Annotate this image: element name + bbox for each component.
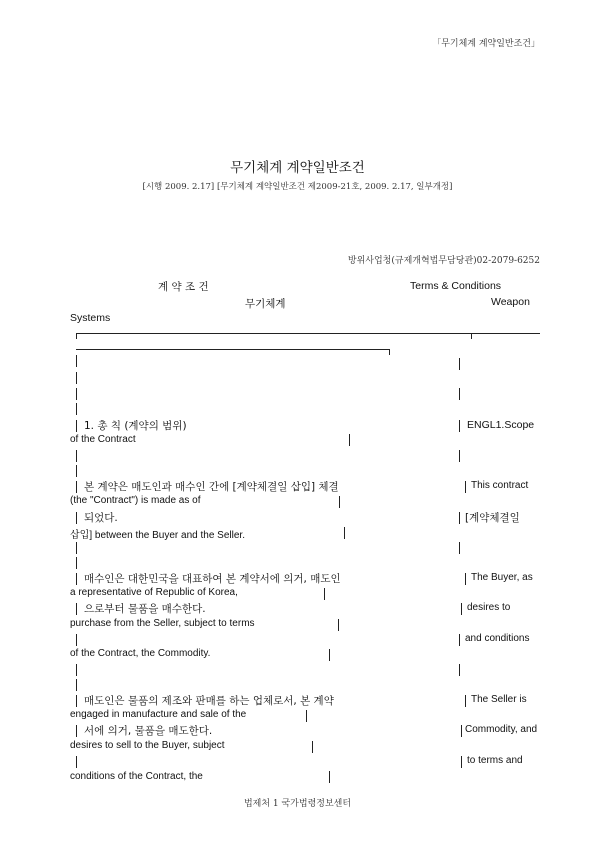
paragraph-en-line: 삽입] between the Buyer and the Seller. bbox=[70, 530, 245, 541]
column-border-marker bbox=[465, 695, 466, 707]
section-heading-en: ENGL1.Scope bbox=[467, 419, 535, 431]
column-border-marker bbox=[461, 756, 462, 768]
paragraph-en-line: and conditions bbox=[465, 633, 530, 644]
column-border-marker bbox=[76, 695, 77, 707]
column-border-marker bbox=[324, 588, 325, 600]
paragraph-en-line: to terms and bbox=[467, 755, 523, 766]
paragraph-en-line: of the Contract, the Commodity. bbox=[70, 648, 211, 659]
column-border-marker bbox=[76, 573, 77, 585]
paragraph-en-line: The Seller is bbox=[471, 694, 527, 705]
paragraph-en-line: (the "Contract") is made as of bbox=[70, 495, 201, 506]
paragraph-ko-line: 본 계약은 매도인과 매수인 간에 [계약체결일 삽입] 체결 bbox=[84, 481, 339, 493]
paragraph-ko-line: 되었다. bbox=[84, 512, 118, 524]
document-subtitle: [시행 2009. 2.17] [무기체계 계약일반조건 제2009-21호, 2009. 2.17, 일부개정] bbox=[142, 182, 453, 192]
column-border-marker bbox=[76, 465, 77, 477]
ko-column-title: 계 약 조 건 bbox=[158, 281, 209, 293]
paragraph-en-line: [계약체결일 bbox=[465, 512, 520, 524]
paragraph-en-line: desires to bbox=[467, 602, 511, 613]
column-border-marker bbox=[338, 619, 339, 631]
paragraph-ko-line: 으로부터 물품을 매수한다. bbox=[84, 603, 206, 615]
paragraph-en-line: Commodity, and bbox=[465, 724, 538, 735]
column-border-marker bbox=[76, 420, 77, 432]
page-footer: 법제처 1 국가법령정보센터 bbox=[243, 799, 352, 809]
en-column-title: Terms & Conditions bbox=[410, 280, 502, 292]
table-inner-rule bbox=[76, 349, 390, 350]
paragraph-ko-line: 서에 의거, 물품을 매도한다. bbox=[84, 725, 213, 737]
paragraph-en-line: The Buyer, as bbox=[471, 572, 533, 583]
paragraph-ko-line: 매도인은 물품의 제조와 판매를 하는 업체로서, 본 계약 bbox=[84, 695, 334, 707]
column-border-marker bbox=[76, 372, 77, 384]
column-border-marker bbox=[459, 358, 460, 370]
paragraph-en-line: This contract bbox=[471, 480, 529, 491]
table-inner-corner bbox=[389, 349, 390, 355]
column-border-marker bbox=[76, 603, 77, 615]
column-border-marker bbox=[459, 664, 460, 676]
table-corner-mid bbox=[471, 333, 472, 339]
column-border-marker bbox=[76, 664, 77, 676]
column-border-marker bbox=[76, 679, 77, 691]
en-column-subtitle-continued: Systems bbox=[70, 312, 111, 324]
column-border-marker bbox=[312, 741, 313, 753]
column-border-marker bbox=[459, 542, 460, 554]
paragraph-ko-line: 매수인은 대한민국을 대표하여 본 계약서에 의거, 매도인 bbox=[84, 573, 341, 585]
column-border-marker bbox=[459, 634, 460, 646]
column-border-marker bbox=[76, 557, 77, 569]
document-running-header: 「무기체계 계약일반조건」 bbox=[432, 39, 540, 49]
en-column-subtitle: Weapon bbox=[491, 296, 530, 308]
column-border-marker bbox=[465, 481, 466, 493]
column-border-marker bbox=[76, 542, 77, 554]
column-border-marker bbox=[76, 756, 77, 768]
column-border-marker bbox=[344, 527, 345, 539]
document-title: 무기체계 계약일반조건 bbox=[230, 160, 365, 176]
column-border-marker bbox=[76, 450, 77, 462]
column-border-marker bbox=[76, 355, 77, 367]
column-border-marker bbox=[349, 434, 350, 446]
column-border-marker bbox=[459, 388, 460, 400]
ko-column-subtitle: 무기체계 bbox=[245, 298, 286, 310]
paragraph-en-line: engaged in manufacture and sale of the bbox=[70, 709, 247, 720]
table-corner-left bbox=[76, 333, 77, 339]
column-border-marker bbox=[76, 481, 77, 493]
section-heading-en-continued: of the Contract bbox=[70, 434, 136, 445]
column-border-marker bbox=[459, 450, 460, 462]
paragraph-en-line: a representative of Republic of Korea, bbox=[70, 587, 238, 598]
paragraph-en-line: purchase from the Seller, subject to terms bbox=[70, 618, 255, 629]
column-border-marker bbox=[329, 771, 330, 783]
column-border-marker bbox=[306, 710, 307, 722]
column-border-marker bbox=[459, 420, 460, 432]
column-border-marker bbox=[76, 725, 77, 737]
paragraph-en-line: conditions of the Contract, the bbox=[70, 771, 203, 782]
paragraph-en-line: desires to sell to the Buyer, subject bbox=[70, 740, 225, 751]
contact-info: 방위사업청(규제개혁법무담당관)02-2079-6252 bbox=[347, 256, 540, 266]
section-heading-ko: 1. 총 칙 (계약의 범위) bbox=[84, 420, 187, 432]
column-border-marker bbox=[76, 634, 77, 646]
column-border-marker bbox=[465, 573, 466, 585]
column-border-marker bbox=[461, 603, 462, 615]
column-border-marker bbox=[76, 403, 77, 415]
column-border-marker bbox=[459, 512, 460, 524]
column-border-marker bbox=[76, 512, 77, 524]
column-border-marker bbox=[339, 496, 340, 508]
column-border-marker bbox=[329, 649, 330, 661]
column-border-marker bbox=[461, 725, 462, 737]
column-border-marker bbox=[76, 388, 77, 400]
